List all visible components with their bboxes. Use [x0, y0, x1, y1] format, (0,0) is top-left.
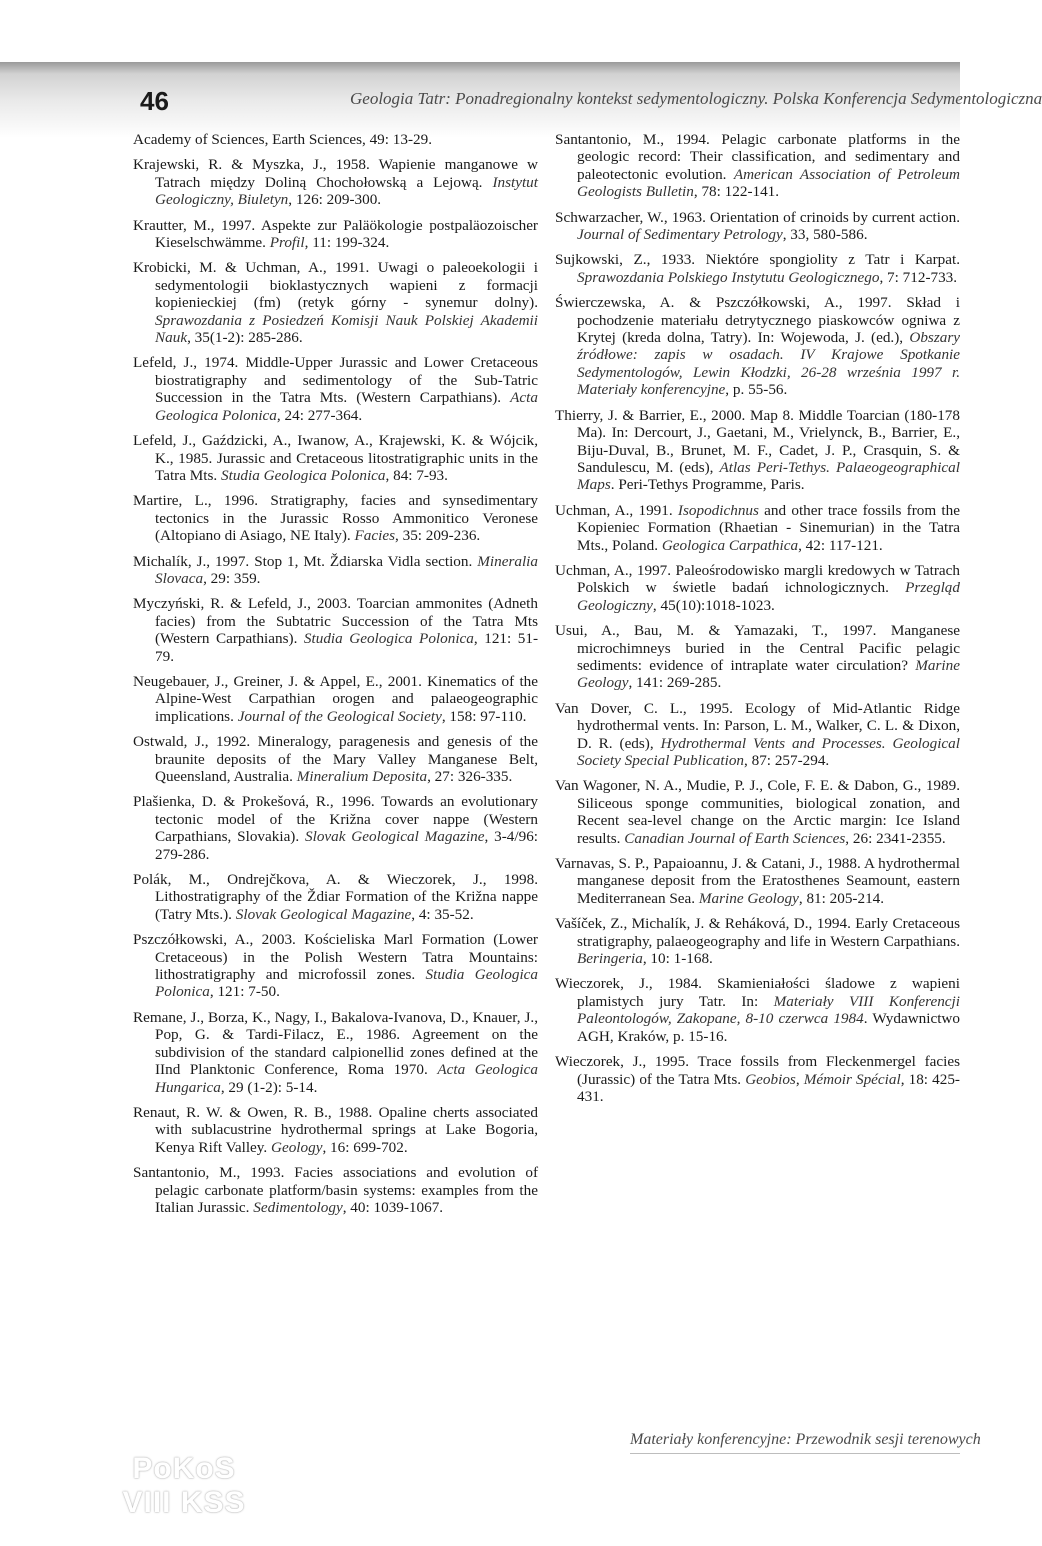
reference-source: Journal of the Geological Society [237, 707, 442, 725]
reference-text: , 84: 7-93. [385, 466, 448, 484]
reference-entry [133, 871, 538, 923]
references-left-column [133, 131, 538, 1224]
reference-text: , 27: 326-335. [427, 768, 513, 785]
reference-entry [555, 700, 960, 770]
pokos-logo: PoKoS [132, 1452, 236, 1485]
reference-source: Studia Geologica Polonica [221, 466, 386, 484]
reference-text: , 35: 209-236. [395, 527, 481, 545]
reference-entry [133, 1009, 538, 1096]
reference-source: Studia Geologica Polonica [303, 630, 474, 648]
page-number: 46 [140, 86, 169, 116]
reference-entry [555, 294, 960, 398]
reference-text: , 35(1-2): 285-286. [187, 329, 303, 347]
reference-source: Slovak Geological Magazine [305, 828, 485, 846]
reference-text: , 3-4/96: 279-286. [155, 828, 539, 863]
reference-text: Martire, L., 1996. Stratigraphy, facies and synsedimentary tectonics in the Jurassic Rosso Ammonitico Veronese (Altopiano di Asiago, NE Italy). [133, 492, 538, 545]
reference-text: , 33, 580-586. [782, 226, 868, 244]
reference-source: Hydrothermal Vents and Processes. Geological Society Special Publication [577, 734, 960, 769]
reference-entry [133, 1164, 538, 1216]
reference-text: Sujkowski, Z., 1933. Niektóre spongiolity z Tatr i Karpat. [555, 251, 960, 269]
reference-text: Krautter, M., 1997. Aspekte zur Paläökologie postpaläozoischer Kieselschwämme. [133, 216, 538, 252]
reference-text: Lefeld, J., Gaździcki, A., Iwanow, A., Krajewski, K. & Wójcik, K., 1985. Jurassic and Cretaceous litostratigraphic units in the Tatra Mts. [133, 432, 538, 484]
footer-conference-text: Materiały konferencyjne: Przewodnik sesji terenowych [630, 1431, 981, 1448]
reference-text: , 29 (1-2): 5-14. [220, 1078, 318, 1096]
reference-entry [133, 931, 538, 1001]
reference-text: and other trace fossils from the Kopieniec Formation (Rhaetian - Sinemurian) in the Tatra Mts., Poland. [577, 501, 960, 554]
reference-text: Santantonio, M., 1993. Facies associations and evolution of pelagic carbonate platform/basin systems: examples from the Italian Jurassic. [133, 1164, 538, 1216]
reference-text: Santantonio, M., 1994. Pelagic carbonate platforms in the geologic record: Their classification, and sedimentary and paleotectonic evolution. [555, 131, 960, 183]
reference-entry [133, 259, 538, 346]
kss-logo: VIII KSS [122, 1486, 246, 1519]
reference-source: Marine Geology [698, 889, 799, 907]
reference-source: Instytut Geologiczny, Biuletyn [155, 173, 538, 209]
reference-text: Uchman, A., 1991. [555, 501, 678, 519]
reference-text: Remane, J., Borza, K., Nagy, I., Bakalova-Ivanova, D., Knauer, J., Pop, G. & Tardi-Filacz, E., 1986. Agreement on the subdivision of the standard calpionellid zones defined at the IInd Planktonic Conference, Roma 1970. [133, 1008, 538, 1079]
reference-text: , p. 55-56. [725, 381, 788, 399]
reference-entry [555, 622, 960, 692]
reference-entry [133, 217, 538, 252]
reference-text: , 24: 277-364. [276, 406, 363, 424]
reference-text: , 11: 199-324. [304, 234, 390, 252]
reference-entry [133, 432, 538, 484]
reference-text: , 29: 359. [203, 569, 261, 587]
reference-source: Sedimentology [253, 1198, 343, 1216]
running-head: Geologia Tatr: Ponadregionalny kontekst sedymentologiczny. Polska Konferencja Sedymentologiczna [350, 89, 1042, 108]
reference-source: Mineralia Slovaca [155, 552, 538, 587]
reference-text: , 81: 205-214. [798, 889, 885, 907]
reference-text: , 4: 35-52. [411, 905, 474, 923]
reference-source: Facies [354, 527, 395, 545]
reference-text: , 158: 97-110. [441, 707, 527, 725]
reference-source: Geology [271, 1138, 323, 1156]
reference-source: Geologica Carpathica [661, 536, 799, 554]
reference-source: Isopodichnus [677, 501, 759, 519]
reference-text: , 121: 51-79. [155, 630, 538, 665]
reference-text: , 45(10):1018-1023. [652, 596, 775, 614]
reference-entry [555, 855, 960, 907]
reference-entry [133, 553, 538, 588]
reference-entry [555, 1053, 960, 1105]
reference-entry [555, 975, 960, 1045]
reference-entry [555, 915, 960, 967]
reference-text: , 121: 7-50. [209, 983, 280, 1001]
reference-entry [133, 354, 538, 424]
reference-text: , 7: 712-733. [879, 268, 958, 286]
reference-entry [133, 733, 538, 785]
reference-text: Renaut, R. W. & Owen, R. B., 1988. Opaline cherts associated with sublacustrine hydrothermal springs at Lake Bogoria, Kenya Rift Valley. [133, 1103, 538, 1156]
reference-source: Studia Geologica Polonica [155, 966, 539, 1001]
reference-text: Świerczewska, A. & Pszczółkowski, A., 1997. Skład i pochodzenie materiału detrytycznego piaskowców ogniwa z Krytej (kreda dolna, Tatry). In: Wojewoda, J. (ed.), [555, 294, 960, 347]
reference-entry [555, 251, 960, 286]
reference-source: Geobios [745, 1070, 796, 1088]
reference-text: Neugebauer, J., Greiner, J. & Appel, E., 2001. Kinematics of the Alpine-West Carpathian orogen and palaeogeographic implications. [133, 672, 538, 725]
reference-entry [555, 407, 960, 494]
references-right-column [555, 131, 960, 1113]
footer-rule [630, 1453, 960, 1454]
reference-text: Plašienka, D. & Prokešová, R., 1996. Towards an evolutionary tectonic model of the Križna cover nappe (Western Carpathians, Slovakia). [133, 793, 538, 846]
reference-entry [555, 209, 960, 244]
reference-text: , 40: 1039-1067. [342, 1198, 444, 1216]
reference-entry [555, 502, 960, 554]
reference-text: Schwarzacher, W., 1963. Orientation of crinoids by current action. [555, 208, 960, 226]
reference-text: Usui, A., Bau, M. & Yamazaki, T., 1997. Manganese microchimneys buried in the Central Pacific pelagic sediments: evidence of intraplate water circulation? [555, 622, 960, 674]
reference-source: Mémoir Spécial [803, 1070, 901, 1088]
reference-entry [133, 595, 538, 665]
reference-entry [133, 492, 538, 544]
reference-source: Mineralium Deposita [296, 768, 428, 785]
reference-entry [133, 1104, 538, 1156]
reference-text: Vašíček, Z., Michalík, J. & Reháková, D., 1994. Early Cretaceous stratigraphy, palaeogeography and life in Western Carpathians. [555, 915, 960, 950]
reference-entry [133, 673, 538, 725]
reference-source: Przegląd Geologiczny [577, 579, 960, 614]
reference-source: Canadian Journal of Earth Sciences [624, 829, 846, 847]
reference-text: Michalík, J., 1997. Stop 1, Mt. Ždiarska Vidla section. [133, 552, 478, 570]
reference-text: Ostwald, J., 1992. Mineralogy, paragenesis and genesis of the braunite deposits of the Mary Valley Manganese Belt, Queensland, Australia. [133, 733, 538, 785]
reference-text: Myczyński, R. & Lefeld, J., 2003. Toarcian ammonites (Adneth facies) from the Subtatric Succession of the Tatra Mts (Western Carpathians). [133, 595, 538, 648]
reference-source: Sprawozdania z Posiedzeń Komisji Nauk Polskiej Akademii Nauk [155, 311, 538, 347]
reference-source: Acta Geologica Hungarica [155, 1061, 538, 1096]
reference-source: Marine Geology [577, 656, 960, 692]
reference-text: , 141: 269-285. [628, 674, 722, 692]
reference-source: American Association of Petroleum Geologists Bulletin [577, 165, 960, 201]
reference-entry [555, 562, 960, 614]
reference-text: , 16: 699-702. [322, 1138, 408, 1156]
reference-source: Materiały VIII Konferencji Paleontologów, Zakopane, 8-10 czerwca 1984 [577, 992, 960, 1028]
reference-text: , 26: 2341-2355. [845, 829, 946, 847]
reference-text: Wieczorek, J., 1984. Skamieniałości śladowe z wapieni plamistych jury Tatr. In: [555, 975, 960, 1010]
reference-source: Beringeria [577, 950, 643, 968]
reference-text: Academy of Sciences, Earth Sciences, 49: 13-29. [133, 131, 433, 148]
reference-text: , 42: 117-121. [798, 536, 883, 554]
reference-source: Atlas Peri-Tethys. Palaeogeographical Maps [577, 458, 960, 494]
reference-source: Journal of Sedimentary Petrology [577, 226, 783, 244]
reference-text: Pszczółkowski, A., 2003. Kościeliska Marl Formation (Lower Cretaceous) in the Polish Western Tatra Mountains: lithostratigraphy and microfossil zones. [133, 931, 538, 984]
reference-source: Profil [269, 234, 305, 252]
reference-entry [555, 131, 960, 201]
reference-entry [133, 793, 538, 863]
reference-entry [555, 777, 960, 847]
reference-text: , 78: 122-141. [693, 183, 780, 201]
reference-entry [133, 131, 538, 148]
reference-text: , 126: 209-300. [288, 191, 382, 209]
reference-source: Obszary źródłowe: zapis w osadach. IV Krajowe Spotkanie Sedymentologów, Lewin Kłodzki, 26-28 września 1997 r. Materiały konferencyjne [577, 329, 960, 399]
reference-text: Polák, M., Ondrejčkova, A. & Wieczorek, J., 1998. Lithostratigraphy of the Ždiar Formation of the Križna nappe (Tatry Mts.). [133, 871, 538, 923]
reference-text: , 18: 425-431. [577, 1070, 960, 1105]
reference-text: Krajewski, R. & Myszka, J., 1958. Wapienie manganowe w Tatrach między Doliną Chochołowską a Lejową. [133, 156, 538, 191]
reference-text: Varnavas, S. P., Papaioannu, J. & Catani, J., 1988. A hydrothermal manganese deposit from the Eratosthenes Seamount, eastern Mediterranean Sea. [555, 855, 960, 907]
reference-text: Wieczorek, J., 1995. Trace fossils from Fleckenmergel facies (Jurassic) of the Tatra Mts. [555, 1053, 960, 1088]
reference-text: Van Dover, C. L., 1995. Ecology of Mid-Atlantic Ridge hydrothermal vents. In: Parson, L. M., Walker, C. L. & Dixon, D. R. (eds), [555, 699, 960, 752]
reference-text: , 87: 257-294. [744, 752, 830, 769]
reference-text: , [795, 1070, 804, 1088]
reference-text: Thierry, J. & Barrier, E., 2000. Map 8. Middle Toarcian (180-178 Ma). In: Dercourt, J., Gaetani, M., Vrielynck, B., Barrier, E., Biju-Duval, B., Brunet, M. F., Cadet, J. P., Crasquin, S. & Sandulescu, M. (eds), [555, 406, 960, 476]
reference-entry [133, 156, 538, 208]
reference-text: Lefeld, J., 1974. Middle-Upper Jurassic and Lower Cretaceous biostratigraphy and sedimentology of the Sub-Tatric Succession in the Tatra Mts. (Western Carpathians). [133, 354, 538, 407]
reference-text: Van Wagoner, N. A., Mudie, P. J., Cole, F. E. & Dabon, G., 1989. Siliceous sponge communities, biological zonation, and Recent sea-level change on the Arctic margin: Ice Island results. [555, 777, 960, 847]
reference-source: Acta Geologica Polonica [155, 389, 538, 424]
reference-text: . Peri-Tethys Programme, Paris. [610, 476, 805, 494]
reference-text: , 10: 1-168. [642, 950, 713, 968]
reference-text: . Wydawnictwo AGH, Kraków, p. 15-16. [577, 1010, 960, 1045]
reference-text: Krobicki, M. & Uchman, A., 1991. Uwagi o paleoekologii i sedymentologii bioklastycznych wapieni z formacji kopienieckiej (fm) (retyk górny - synemur dolny). [133, 259, 538, 312]
reference-source: Slovak Geological Magazine [235, 905, 412, 923]
reference-text: Uchman, A., 1997. Paleośrodowisko margli kredowych w Tatrach Polskich w świetle badań ichnologicznych. [555, 561, 960, 597]
reference-source: Sprawozdania Polskiego Instytutu Geologicznego [577, 268, 880, 286]
